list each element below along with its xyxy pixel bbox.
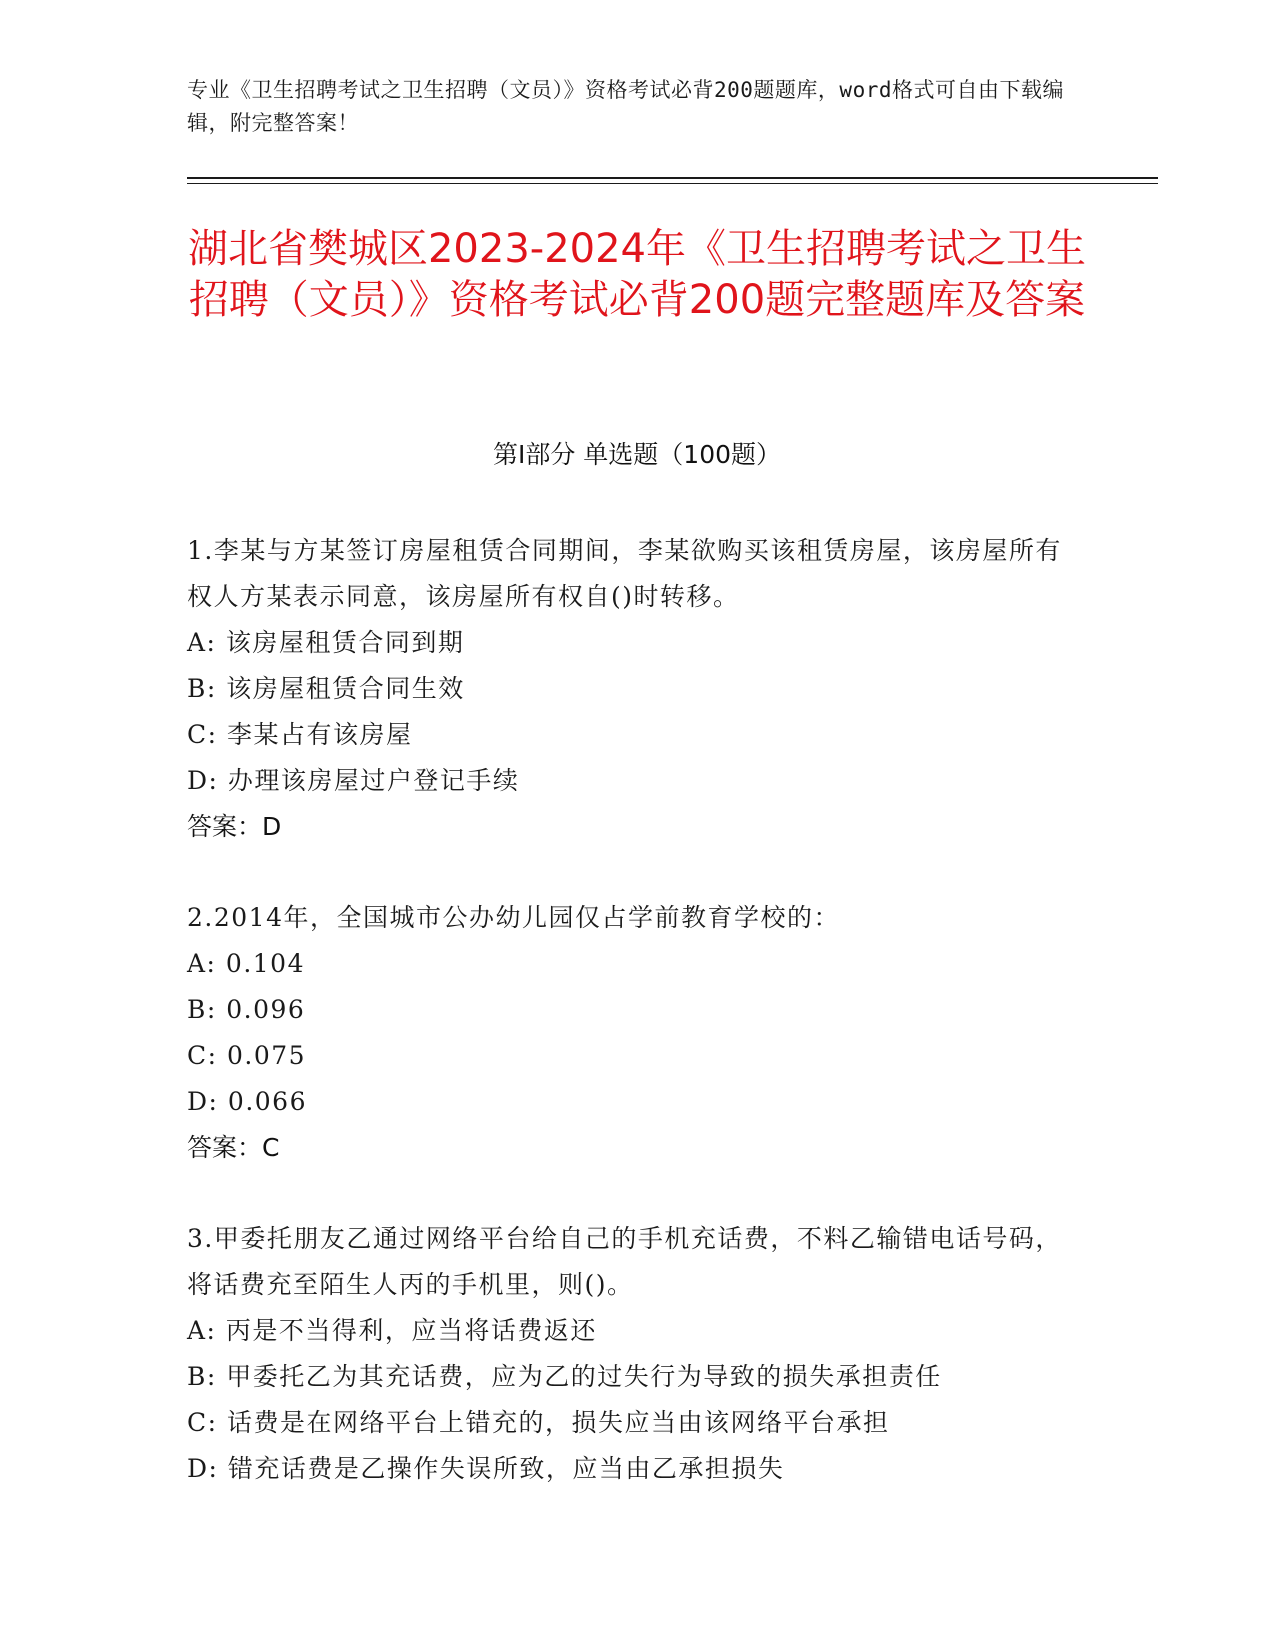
document-title: 湖北省樊城区2023-2024年《卫生招聘考试之卫生招聘（文员）》资格考试必背200题完整题库及答案 (187, 226, 1087, 323)
option-c: C: 李某占有该房屋 (187, 720, 413, 749)
question-stem: 2.2014年，全国城市公办幼儿园仅占学前教育学校的： (187, 903, 840, 932)
question-stem: 3.甲委托朋友乙通过网络平台给自己的手机充话费，不料乙输错电话号码，将话费充至陌生人丙的手机里，则()。 (187, 1224, 1062, 1299)
header-divider-thick (187, 177, 1158, 179)
header-divider-thin (187, 183, 1158, 184)
option-b: B: 甲委托乙为其充话费，应为乙的过失行为导致的损失承担责任 (187, 1362, 942, 1391)
question-stem: 1.李某与方某签订房屋租赁合同期间，李某欲购买该租赁房屋，该房屋所有权人方某表示同意，该房屋所有权自()时转移。 (187, 536, 1062, 611)
option-d: D: 办理该房屋过户登记手续 (187, 766, 520, 795)
option-c: C: 0.075 (187, 1041, 307, 1070)
answer: 答案：C (187, 1133, 280, 1162)
header-note: 专业《卫生招聘考试之卫生招聘（文员）》资格考试必背200题题库，word格式可自由下载编辑，附完整答案！ (187, 78, 1064, 135)
answer: 答案：D (187, 812, 282, 841)
question-2 (187, 895, 1087, 1171)
question-1 (187, 528, 1087, 850)
option-a: A: 该房屋租赁合同到期 (187, 628, 465, 657)
option-b: B: 该房屋租赁合同生效 (187, 674, 465, 703)
option-c: C: 话费是在网络平台上错充的，损失应当由该网络平台承担 (187, 1408, 890, 1437)
option-d: D: 错充话费是乙操作失误所致，应当由乙承担损失 (187, 1454, 785, 1483)
option-b: B: 0.096 (187, 995, 306, 1024)
question-3 (187, 1216, 1087, 1492)
section-heading: 第I部分 单选题（100题） (492, 440, 782, 469)
option-a: A: 丙是不当得利，应当将话费返还 (187, 1316, 597, 1345)
option-a: A: 0.104 (187, 949, 305, 978)
question-list (187, 528, 1087, 1537)
option-d: D: 0.066 (187, 1087, 307, 1116)
